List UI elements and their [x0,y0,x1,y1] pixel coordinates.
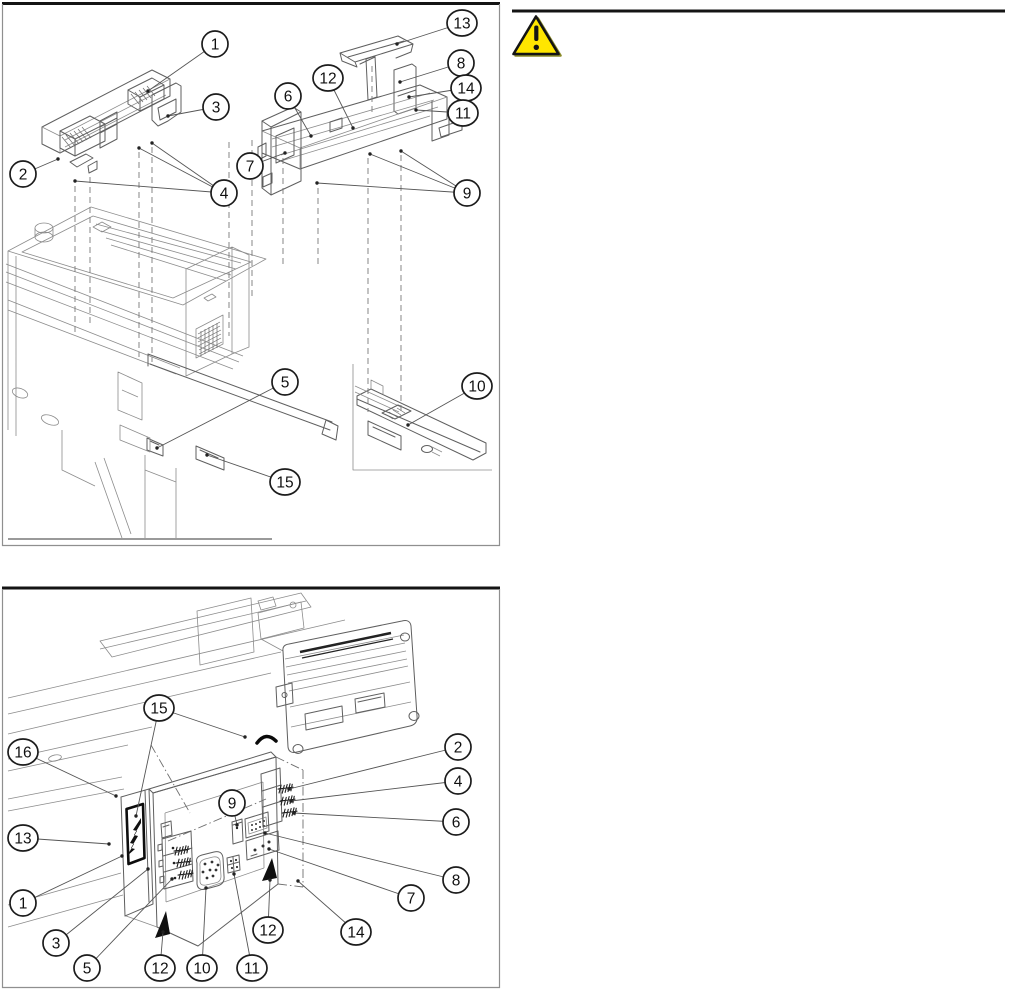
callout-bubble-6 [275,83,301,109]
callout-number: 8 [451,872,461,890]
callout-5-target-dot [170,877,173,880]
callout-bubble-12 [253,917,283,943]
callout-14-target-dot [407,95,410,98]
callout-4-leader-line [291,781,458,801]
callout-15-target-dot [243,735,246,738]
callout-number: 15 [150,700,168,718]
callout-bubble-9 [219,790,245,816]
callout-bubble-15 [270,469,300,495]
callout-1-target-dot [146,89,149,92]
callout-number: 12 [259,922,277,940]
callout-bubble-10 [187,955,217,981]
support-post [360,56,377,100]
callout-2-target-dot [56,157,59,160]
callout-number: 7 [406,890,416,908]
callout-number: 11 [454,105,472,123]
exclamation-mark [534,26,538,42]
callout-number: 14 [457,80,475,98]
latch-part [147,438,163,456]
callout-number: 4 [219,185,229,203]
callout-8-leader-line [265,833,456,880]
callout-number: 12 [319,70,337,88]
figure-bottom-callouts-layer [8,695,471,981]
callout-5-leader-line [157,382,285,448]
callout-bubble-11 [237,955,267,981]
callout-11-leader-line [234,874,252,968]
callout-bubble-16 [8,739,38,765]
callout-bubble-1 [10,890,36,916]
callout-bubble-14 [451,75,481,101]
callout-6-target-dot [292,811,295,814]
figure-bottom [0,575,505,990]
callout-9-target-dot [235,823,238,826]
callout-bubble-6 [443,809,469,835]
callout-bubble-12 [145,955,175,981]
callout-number: 9 [227,795,237,813]
callout-number: 5 [280,374,290,392]
callout-3-target-dot [146,867,149,870]
guide-part [196,446,224,470]
callout-12-target-dot [161,930,164,933]
electrical-box-art [121,736,303,946]
vent-grille [196,315,223,358]
callout-bubble-7 [398,885,424,911]
callout-3-target-dot [166,114,169,117]
callout-8-target-dot [398,80,401,83]
callout-bubble-15 [144,695,174,721]
callout-bubble-5 [272,369,298,395]
callout-number: 14 [347,924,365,942]
callout-number: 6 [283,88,293,106]
callout-number: 15 [276,474,294,492]
callout-3-leader-line [56,869,148,943]
callout-bubble-9 [454,180,480,206]
callout-bubble-8 [448,50,474,76]
callout-11-target-dot [414,108,417,111]
callout-15-target-dot [134,814,137,817]
callout-number: 16 [14,744,32,762]
figure-frame-border [2,588,500,988]
callout-number: 8 [456,55,466,73]
callout-15-target-dot [205,453,208,456]
callout-number: 2 [18,166,28,184]
side-cabinet [186,247,249,376]
round-connector [197,852,225,890]
sensor-component [232,819,243,844]
callout-bubble-11 [448,100,478,126]
finned-block-rear [128,78,164,111]
callout-number: 6 [451,814,461,832]
callout-bubble-7 [237,153,263,179]
callout-bubble-8 [443,867,469,893]
callout-2-target-dot [287,787,290,790]
warning-triangle-icon [514,17,561,56]
right-assembly-art [258,36,462,195]
callout-6-leader-line [294,813,456,822]
callout-4-target-dot [289,799,292,802]
figure-top-callouts-layer [10,10,492,495]
clip-part [161,821,172,838]
header-right-area [505,0,1010,75]
callout-13-target-dot [107,842,110,845]
callout-number: 4 [453,773,463,791]
callout-bubble-5 [74,955,100,981]
callout-number: 10 [468,378,486,396]
left-assembly-art [42,70,181,173]
callout-number: 10 [193,960,211,978]
assembly-drop-lines [75,66,401,415]
callout-bubble-4 [211,180,237,206]
callout-10-target-dot [406,423,409,426]
callout-bubble-13 [447,10,477,36]
callout-number: 7 [245,158,255,176]
callout-number: 3 [211,99,221,117]
callout-bubble-12 [313,65,343,91]
callout-12-target-dot [351,126,354,129]
chute-part [340,36,413,67]
motor-block-art [258,602,419,754]
callout-number: 11 [243,960,261,978]
callout-4-target-dot [73,179,76,182]
callout-bubble-13 [8,825,38,851]
warning-label [127,804,145,864]
callout-13-target-dot [395,42,398,45]
callout-bubble-14 [341,919,371,945]
callout-bubble-1 [202,31,228,57]
callout-9-target-dot [368,152,371,155]
phantom-outline [151,745,303,887]
callout-15-leader-line [136,708,159,816]
callout-number: 9 [462,185,472,203]
callout-9-target-dot [315,181,318,184]
callout-16-target-dot [114,794,117,797]
callout-8-target-dot [263,831,266,834]
callout-number: 5 [82,960,92,978]
callout-bubble-10 [462,373,492,399]
callout-1-leader-line [23,856,122,903]
callout-14-target-dot [296,879,299,882]
callout-10-target-dot [204,886,207,889]
callout-5-target-dot [155,446,158,449]
callout-bubble-3 [203,94,229,120]
callout-9-target-dot [399,149,402,152]
callout-4-leader-line [75,181,224,193]
callout-9-leader-line [317,183,467,193]
callout-number: 3 [51,935,61,953]
callout-bubble-2 [10,161,36,187]
callout-4-target-dot [137,146,140,149]
callout-number: 1 [210,36,220,54]
callout-number: 12 [151,960,169,978]
cable-arc [257,736,276,743]
callout-number: 13 [453,15,471,33]
figure-top [0,0,505,560]
callout-7-leader-line [269,849,411,898]
small-connector [227,855,240,873]
right-terminal-column [261,768,282,827]
callout-number: 13 [14,830,32,848]
callout-4-target-dot [150,141,153,144]
callout-bubble-4 [445,768,471,794]
callout-number: 1 [18,895,28,913]
callout-11-target-dot [232,872,235,875]
right-bracket [152,83,181,126]
figure-frame-border [2,4,500,546]
callout-number: 2 [453,739,463,757]
callout-6-target-dot [309,134,312,137]
callout-7-target-dot [267,847,270,850]
callout-2-leader-line [289,747,458,789]
callout-1-target-dot [120,854,123,857]
callout-7-target-dot [283,151,286,154]
callout-bubble-2 [445,734,471,760]
callout-bubble-3 [43,930,69,956]
callout-12-target-dot [268,878,271,881]
